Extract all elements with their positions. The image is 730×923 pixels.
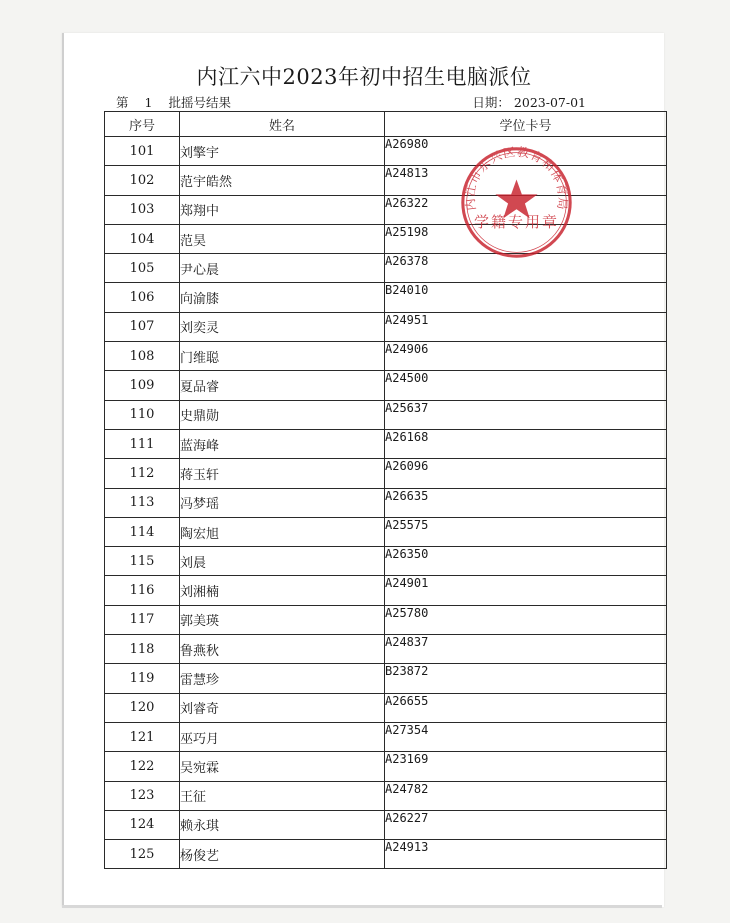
student-name: 刘睿奇: [180, 693, 385, 722]
card-number: A26635: [385, 488, 667, 517]
student-name: 向渝膝: [180, 283, 385, 312]
row-number: 101: [105, 137, 180, 166]
row-number: 110: [105, 400, 180, 429]
row-number: 118: [105, 635, 180, 664]
student-name: 刘湘楠: [180, 576, 385, 605]
card-number: A26322: [385, 195, 667, 224]
student-name: 夏品睿: [180, 371, 385, 400]
row-number: 122: [105, 752, 180, 781]
card-number: A25637: [385, 400, 667, 429]
student-name: 蒋玉轩: [180, 459, 385, 488]
results-table: [104, 111, 667, 869]
row-number: 120: [105, 693, 180, 722]
card-number: A27354: [385, 722, 667, 751]
document-page: [62, 33, 664, 907]
card-number: A24901: [385, 576, 667, 605]
batch-info: [116, 93, 243, 111]
table-row: [105, 635, 667, 664]
card-number: A24500: [385, 371, 667, 400]
batch-suffix: 批摇号结果: [168, 95, 231, 110]
table-row: [105, 195, 667, 224]
student-name: 刘晨: [180, 547, 385, 576]
date-value: 2023-07-01: [513, 95, 586, 110]
table-row: [105, 605, 667, 634]
row-number: 109: [105, 371, 180, 400]
date-label: 日期：: [472, 95, 510, 110]
table-row: [105, 517, 667, 546]
table-row: [105, 459, 667, 488]
table-header-row: [105, 112, 667, 137]
row-number: 115: [105, 547, 180, 576]
student-name: 冯梦瑶: [180, 488, 385, 517]
table-row: [105, 488, 667, 517]
card-number: A25575: [385, 517, 667, 546]
card-number: A24906: [385, 342, 667, 371]
card-number: A26096: [385, 459, 667, 488]
student-name: 陶宏旭: [180, 517, 385, 546]
student-name: 郭美瑛: [180, 605, 385, 634]
date-info: [472, 93, 586, 111]
table-row: [105, 400, 667, 429]
card-number: A24813: [385, 166, 667, 195]
header-no: 序号: [105, 112, 180, 137]
official-seal: [459, 145, 574, 260]
table-row: [105, 342, 667, 371]
row-number: 119: [105, 664, 180, 693]
student-name: 尹心晨: [180, 254, 385, 283]
table-row: [105, 722, 667, 751]
row-number: 123: [105, 781, 180, 810]
seal-center-text: 学籍专用章: [473, 213, 559, 231]
table-row: [105, 781, 667, 810]
row-number: 103: [105, 195, 180, 224]
row-number: 117: [105, 605, 180, 634]
batch-label: 第: [116, 95, 129, 110]
card-number: A24913: [385, 840, 667, 869]
card-number: A26350: [385, 547, 667, 576]
card-number: A24951: [385, 312, 667, 341]
card-number: A24782: [385, 781, 667, 810]
card-number: A26980: [385, 137, 667, 166]
table-row: [105, 283, 667, 312]
header-card: 学位卡号: [385, 112, 667, 137]
card-number: A26227: [385, 810, 667, 839]
row-number: 113: [105, 488, 180, 517]
student-name: 王征: [180, 781, 385, 810]
header-name: 姓名: [180, 112, 385, 137]
row-number: 125: [105, 840, 180, 869]
row-number: 121: [105, 722, 180, 751]
card-number: A24837: [385, 635, 667, 664]
table-row: [105, 547, 667, 576]
student-name: 蓝海峰: [180, 429, 385, 458]
card-number: A23169: [385, 752, 667, 781]
table-row: [105, 576, 667, 605]
student-name: 杨俊艺: [180, 840, 385, 869]
row-number: 105: [105, 254, 180, 283]
table-row: [105, 312, 667, 341]
student-name: 赖永琪: [180, 810, 385, 839]
card-number: B24010: [385, 283, 667, 312]
row-number: 114: [105, 517, 180, 546]
student-name: 郑翔中: [180, 195, 385, 224]
table-row: [105, 137, 667, 166]
student-name: 范昊: [180, 224, 385, 253]
table-row: [105, 693, 667, 722]
table-row: [105, 254, 667, 283]
card-number: A25198: [385, 224, 667, 253]
card-number: A26168: [385, 429, 667, 458]
row-number: 116: [105, 576, 180, 605]
table-row: [105, 371, 667, 400]
student-name: 史鼎勋: [180, 400, 385, 429]
row-number: 102: [105, 166, 180, 195]
student-name: 范宇皓然: [180, 166, 385, 195]
student-name: 刘擎宇: [180, 137, 385, 166]
table-row: [105, 166, 667, 195]
table-row: [105, 840, 667, 869]
student-name: 雷慧珍: [180, 664, 385, 693]
table-row: [105, 664, 667, 693]
row-number: 104: [105, 224, 180, 253]
card-number: A26378: [385, 254, 667, 283]
page-bottom-edge: [62, 905, 662, 908]
table-row: [105, 752, 667, 781]
row-number: 106: [105, 283, 180, 312]
row-number: 107: [105, 312, 180, 341]
card-number: A25780: [385, 605, 667, 634]
table-body: [105, 137, 667, 869]
student-name: 刘奕灵: [180, 312, 385, 341]
student-name: 巫巧月: [180, 722, 385, 751]
student-name: 吴宛霖: [180, 752, 385, 781]
student-name: 门维聪: [180, 342, 385, 371]
seal-ring-text: 内江市东兴区教育和体育局: [462, 145, 571, 212]
table-row: [105, 224, 667, 253]
table-row: [105, 429, 667, 458]
card-number: A26655: [385, 693, 667, 722]
row-number: 108: [105, 342, 180, 371]
row-number: 111: [105, 429, 180, 458]
batch-number: 1: [144, 95, 153, 110]
student-name: 鲁燕秋: [180, 635, 385, 664]
document-title: 内江六中2023年初中招生电脑派位: [196, 65, 532, 89]
row-number: 112: [105, 459, 180, 488]
card-number: B23872: [385, 664, 667, 693]
table-row: [105, 810, 667, 839]
row-number: 124: [105, 810, 180, 839]
